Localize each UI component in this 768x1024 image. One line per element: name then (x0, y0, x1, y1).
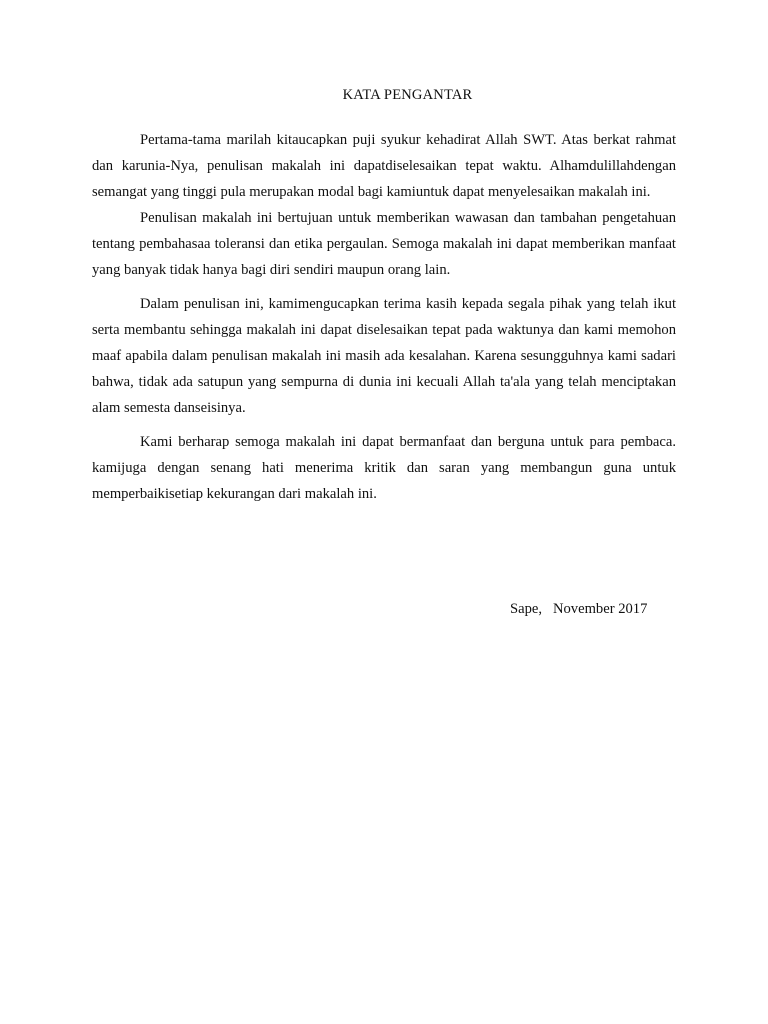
paragraph-3: Dalam penulisan ini, kamimengucapkan terima kasih kepada segala pihak yang telah ikut serta membantu sehingga makalah ini dapat diselesaikan tepat pada waktunya dan kami memohon maaf apabila dalam penulisan makalah ini masih ada kesalahan. Karena sesungguhnya kami sadari bahwa, tidak ada satupun yang sempurna di dunia ini kecuali Allah ta'ala yang telah menciptakan alam semesta danseisinya. (92, 296, 676, 416)
page-title: KATA PENGANTAR (342, 87, 473, 103)
paragraph-4: Kami berharap semoga makalah ini dapat bermanfaat dan berguna untuk para pembaca. kamijuga dengan senang hati menerima kritik dan saran yang membangun guna untuk memperbaikisetiap kekurangan dari makalah ini. (92, 434, 676, 502)
paragraph-2: Penulisan makalah ini bertujuan untuk memberikan wawasan dan tambahan pengetahuan tentang pembahasaa toleransi dan etika pergaulan. Semoga makalah ini dapat memberikan manfaat yang banyak tidak hanya bagi diri sendiri maupun orang lain. (92, 210, 676, 278)
paragraph-1: Pertama-tama marilah kitaucapkan puji syukur kehadirat Allah SWT. Atas berkat rahmat dan karunia-Nya, penulisan makalah ini dapatdiselesaikan tepat waktu. Alhamdulillahdengan semangat yang tinggi pula merupakan modal bagi kamiuntuk dapat menyelesaikan makalah ini. (92, 132, 676, 200)
document-body (92, 127, 676, 507)
place-date: Sape, November 2017 (510, 601, 648, 617)
